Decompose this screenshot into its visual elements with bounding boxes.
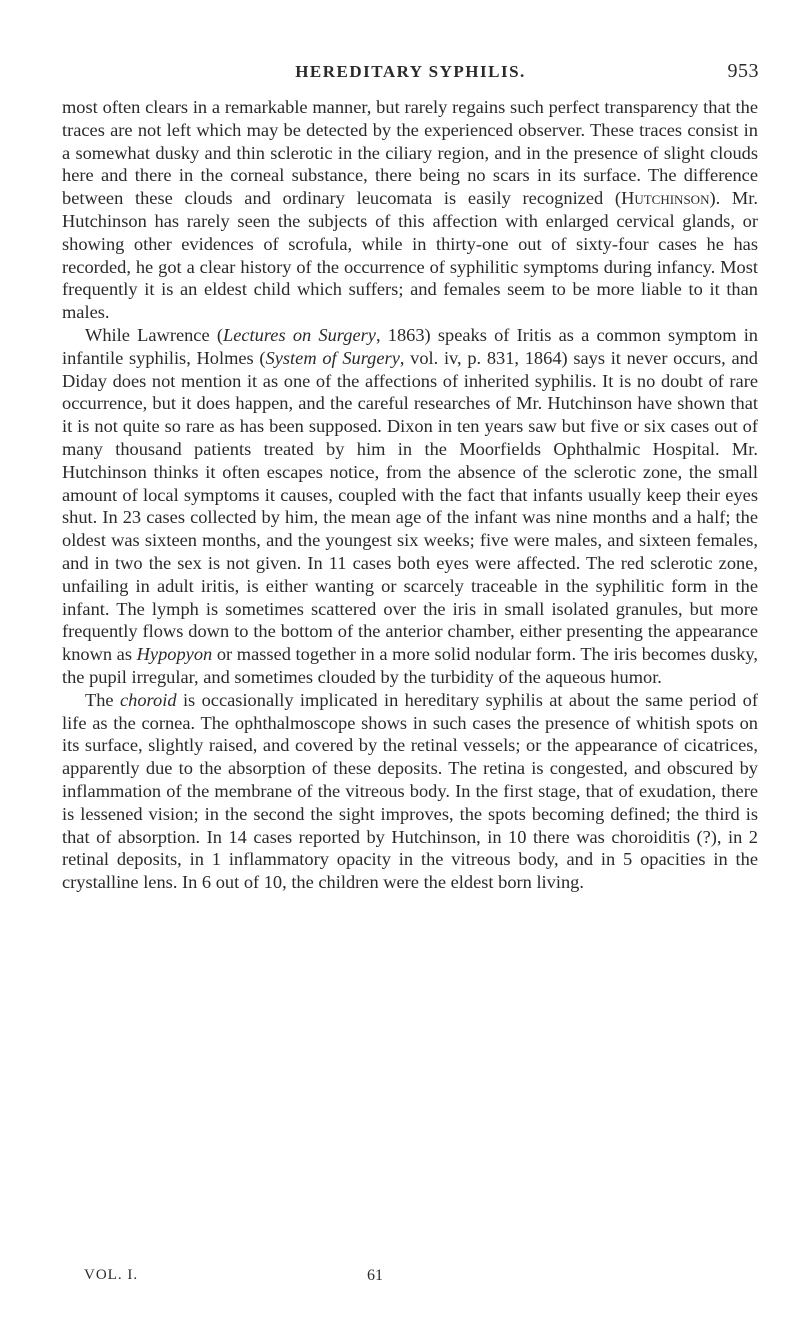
term-italic: Hypopyon [136,644,213,665]
paragraph-cornea-clearing [62,96,758,324]
volume-label: VOL. I. [84,1267,139,1283]
book-title: System of Surgery [265,347,400,368]
paragraph-iritis [62,324,758,689]
book-title: Lectures on Surgery [222,324,376,345]
signature-mark: 61 [367,1267,383,1284]
text-segment: The [85,689,120,710]
page-header [62,62,759,86]
author-citation: Hutchinson [621,188,710,209]
text-segment: or massed together in a more solid nodular form. The iris becomes dusky, the pupil irregular, and sometimes clouded by the turbidity of the aqueous humor. [62,644,759,687]
text-segment: , vol. iv, p. 831, 1864) says it never occurs, and Diday does not mention it as one of the affections of inherited syphilis. It is no doubt of rare occurrence, but it does happen, and the careful researches of Mr. Hutchinson have shown that it is not quite so rare as has been supposed. Dixon in ten years saw but five or six cases out of many thousand patients treated by him in the Moorfields Ophthalmic Hospital. Mr. Hutchinson thinks it often escapes notice, from the absence of the sclerotic zone, the small amount of local symptoms it causes, coupled with the fact that infants usually keep their eyes shut. In 23 cases collected by him, the mean age of the infant was nine months and a half; the oldest was sixteen months, and the youngest six weeks; five were males, and sixteen females, and in two the sex is not given. In 11 cases both eyes were affected. The red sclerotic zone, unfailing in adult iritis, is either wanting or scarcely traceable in the syphilitic form in the infant. The lymph is sometimes scattered over the iris in small isolated granules, but more frequently flows down to the bottom of the anterior chamber, either presenting the appearance known as [62,347,758,665]
text-segment: is occasionally implicated in hereditary syphilis at about the same period of life as the cornea. The ophthalmoscope shows in such cases the presence of whitish spots on its surface, slightly raised, and covered by the retinal vessels; or the appearance of cicatrices, apparently due to the absorption of these deposits. The retina is congested, and obscured by inflammation of the membrane of the vitreous body. In the first stage, that of exudation, there is lessened vision; in the second the sight improves, the spots becoming defined; the third is that of absorption. In 14 cases reported by Hutchinson, in 10 there was choroiditis (?), in 2 retinal deposits, in 1 inflammatory opacity in the vitreous body, and in 5 opacities in the crystalline lens. In 6 out of 10, the children were the eldest born living. [62,689,758,893]
term-italic: choroid [120,689,177,710]
text-segment: ). Mr. Hutchinson has rarely seen the subjects of this affection with enlarged cervical glands, or showing other evidences of scrofula, while in thirty-one out of sixty-four cases he has recorded, he got a clear history of the occurrence of syphilitic symptoms during infancy. Most frequently it is an eldest child which suffers; and females seem to be more liable to it than males. [62,188,758,323]
running-title: HEREDITARY SYPHILIS. [295,62,526,81]
text-segment: While Lawrence ( [85,324,223,345]
paragraph-choroid [62,689,758,894]
text-segment: most often clears in a remarkable manner, but rarely regains such perfect transparency that the traces are not left which may be detected by the experienced observer. These traces consist in a somewhat dusky and thin sclerotic in the ciliary region, and in the presence of slight clouds here and there in the corneal substance, there being no scars in its surface. The difference between these clouds and ordinary leucomata is easily recognized ( [62,97,758,209]
page-number: 953 [727,60,759,82]
body-text [62,96,758,894]
text-segment: , 1863) speaks of Iritis as a common symptom in infantile syphilis, Holmes ( [62,324,759,368]
page-footer [62,1267,758,1289]
